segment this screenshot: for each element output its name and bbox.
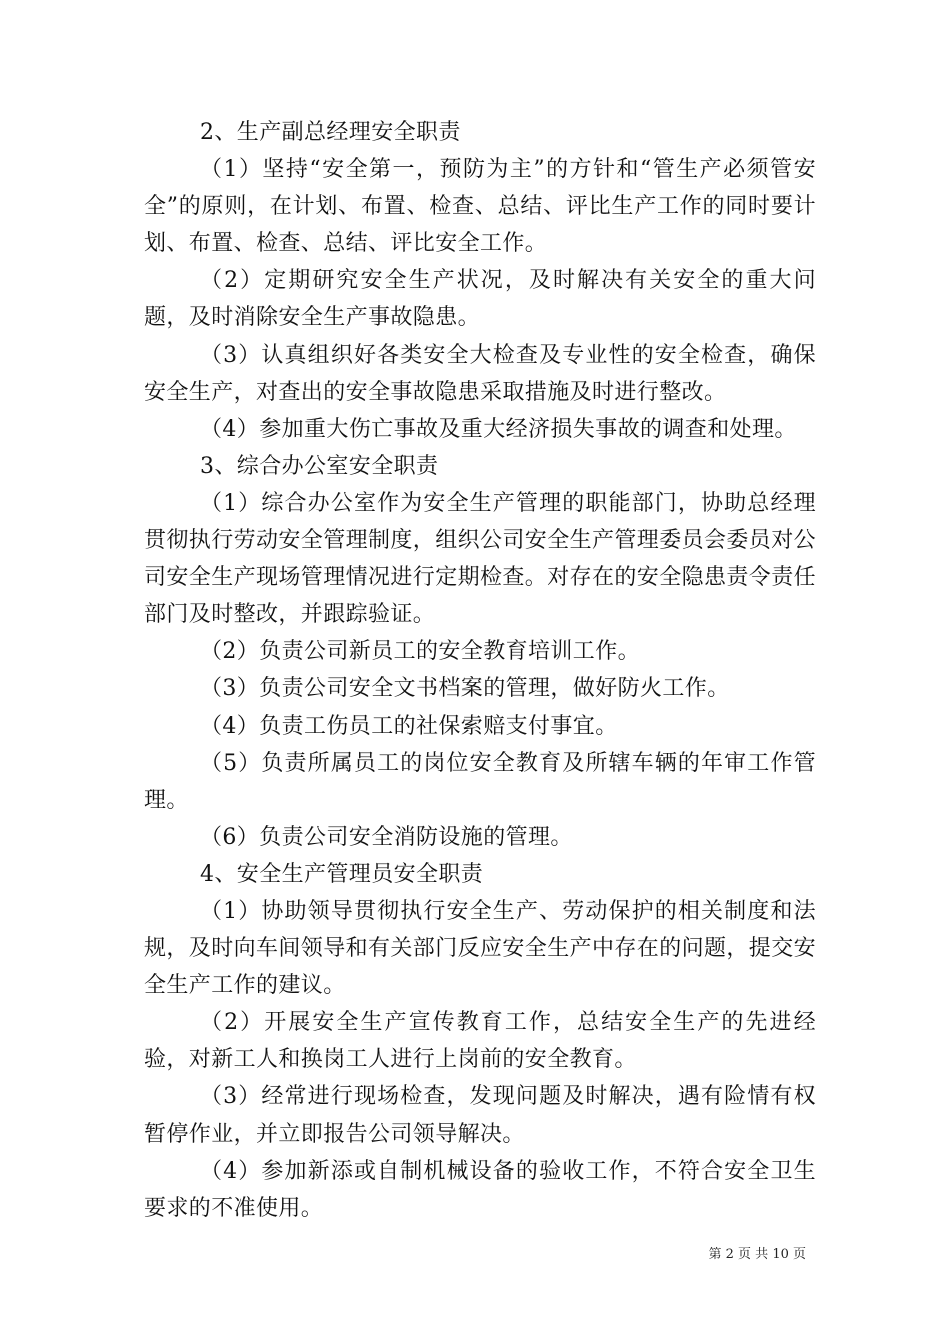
paragraph-item: （1）协助领导贯彻执行安全生产、劳动保护的相关制度和法规，及时向车间领导和有关部门反应安全生产中存在的问题，提交安全生产工作的建议。 [144, 898, 817, 999]
paragraph-item: （4）参加重大伤亡事故及重大经济损失事故的调查和处理。 [200, 416, 797, 442]
paragraph-item: （2）开展安全生产宣传教育工作，总结安全生产的先进经验，对新工人和换岗工人进行上岗前的安全教育。 [144, 1010, 816, 1073]
paragraph-item: （4）负责工伤员工的社保索赔支付事宜。 [200, 713, 618, 739]
paragraph-item: （4）参加新添或自制机械设备的验收工作，不符合安全卫生要求的不准使用。 [144, 1158, 816, 1221]
document-body [144, 114, 816, 1227]
page-number: 第 2 页 共 10 页 [708, 1247, 806, 1262]
paragraph-item: （3）认真组织好各类安全大检查及专业性的安全检查，确保安全生产，对查出的安全事故隐患采取措施及时进行整改。 [144, 342, 816, 405]
paragraph-item: （2）定期研究安全生产状况，及时解决有关安全的重大问题，及时消除安全生产事故隐患。 [144, 268, 816, 331]
paragraph-item: （1）坚持“安全第一，预防为主”的方针和“管生产必须管安全”的原则，在计划、布置、检查、总结、评比生产工作的同时要计划、布置、检查、总结、评比安全工作。 [144, 157, 816, 257]
paragraph-item: （3）经常进行现场检查，发现问题及时解决，遇有险情有权暂停作业，并立即报告公司领导解决。 [144, 1084, 816, 1147]
paragraph-item: （2）负责公司新员工的安全教育培训工作。 [200, 639, 640, 665]
paragraph-item: （3）负责公司安全文书档案的管理，做好防火工作。 [200, 676, 730, 702]
section-heading-general-office: 3、综合办公室安全职责 [200, 453, 439, 479]
paragraph-item: （5）负责所属员工的岗位安全教育及所辖车辆的年审工作管理。 [144, 750, 816, 813]
paragraph-item: （1）综合办公室作为安全生产管理的职能部门，协助总经理贯彻执行劳动安全管理制度，组织公司安全生产管理委员会委员对公司安全生产现场管理情况进行定期检查。对存在的安全隐患责令责任部门及时整改，并跟踪验证。 [144, 490, 817, 628]
section-heading-safety-manager: 4、安全生产管理员安全职责 [200, 861, 484, 887]
paragraph-item: （6）负责公司安全消防设施的管理。 [200, 824, 573, 850]
section-heading-production-vp: 2、生产副总经理安全职责 [200, 120, 461, 145]
